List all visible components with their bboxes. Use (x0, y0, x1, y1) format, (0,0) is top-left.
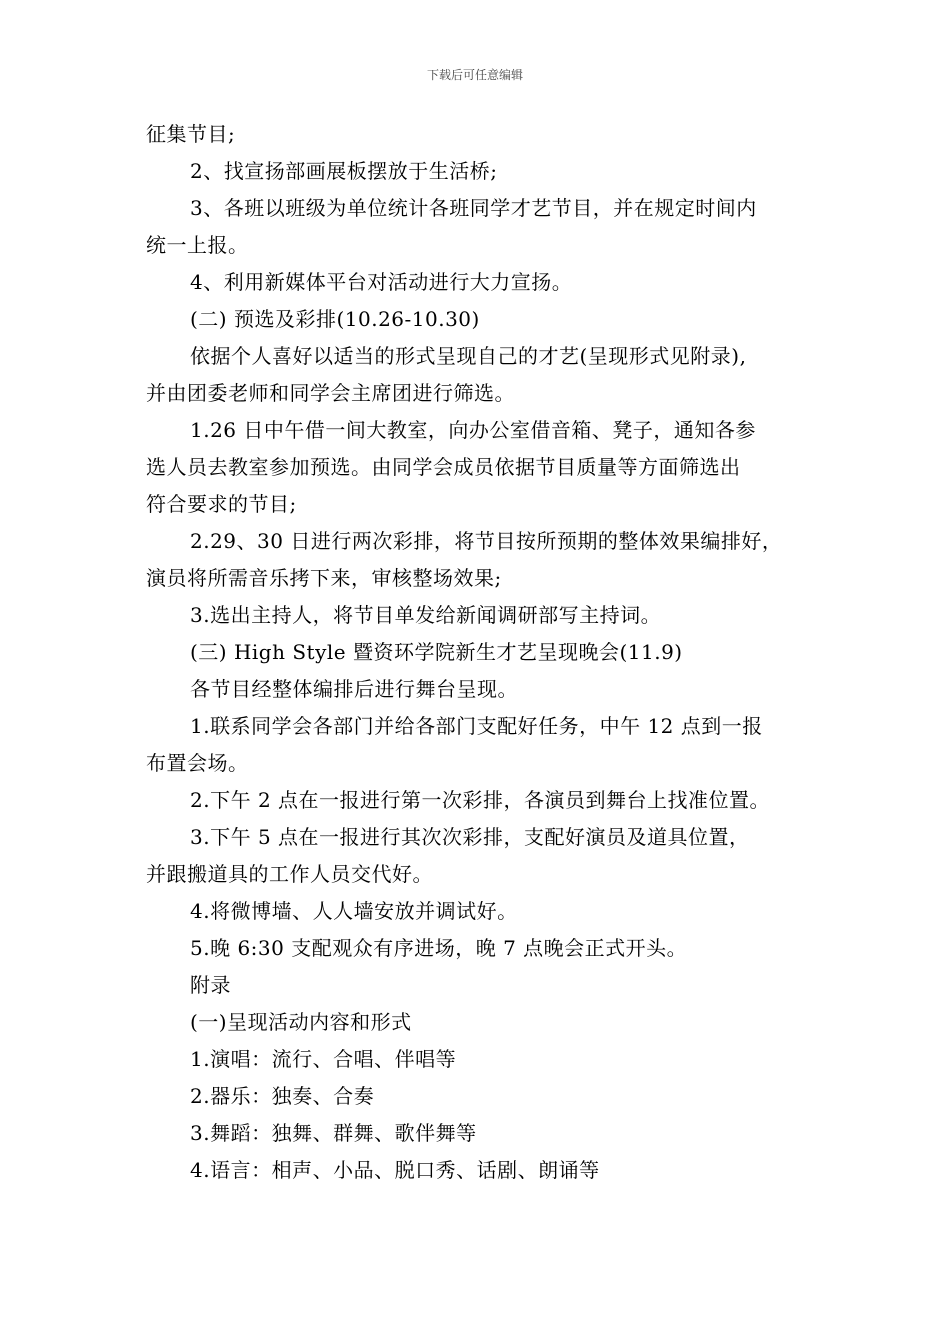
paragraph-line: 各节目经整体编排后进行舞台呈现。 (190, 677, 518, 701)
page-header: 下载后可任意编辑 (426, 68, 523, 82)
paragraph-line: 1.26 日中午借一间大教室，向办公室借音箱、凳子，通知各参 (190, 418, 756, 442)
paragraph-line: 并由团委老师和同学会主席团进行筛选。 (146, 381, 515, 405)
paragraph-line: 3.下午 5 点在一报进行其次次彩排，支配好演员及道具位置， (190, 825, 750, 849)
paragraph-line: 4、利用新媒体平台对活动进行大力宣扬。 (190, 270, 573, 294)
paragraph-line: 选人员去教室参加预选。由同学会成员依据节目质量等方面筛选出 (146, 455, 741, 479)
paragraph-line: 2、找宣扬部画展板摆放于生活桥; (190, 159, 498, 183)
paragraph-line: 附录 (190, 973, 231, 997)
paragraph-line: 4.将微博墙、人人墙安放并调试好。 (190, 899, 518, 923)
paragraph-line: 统一上报。 (146, 233, 249, 257)
paragraph-line: 征集节目; (146, 122, 236, 146)
paragraph-line: 3.选出主持人，将节目单发给新闻调研部写主持词。 (190, 603, 662, 627)
paragraph-line: 2.29、30 日进行两次彩排，将节目按所预期的整体效果编排好， (190, 529, 783, 553)
paragraph-line: (三) High Style 暨资环学院新生才艺呈现晚会(11.9) (190, 640, 683, 664)
paragraph-line: 2.器乐：独奏、合奏 (190, 1084, 375, 1108)
paragraph-line: 3.舞蹈：独舞、群舞、歌伴舞等 (190, 1121, 477, 1145)
paragraph-line: (一)呈现活动内容和形式 (190, 1010, 412, 1034)
paragraph-line: 1.联系同学会各部门并给各部门支配好任务，中午 12 点到一报 (190, 714, 763, 738)
paragraph-line: 2.下午 2 点在一报进行第一次彩排，各演员到舞台上找准位置。 (190, 788, 771, 812)
paragraph-line: 4.语言：相声、小品、脱口秀、话剧、朗诵等 (190, 1158, 600, 1182)
paragraph-line: 5.晚 6:30 支配观众有序进场，晚 7 点晚会正式开头。 (190, 936, 688, 960)
paragraph-line: 3、各班以班级为单位统计各班同学才艺节目，并在规定时间内 (190, 196, 757, 220)
paragraph-line: 演员将所需音乐拷下来，审核整场效果; (146, 566, 502, 590)
paragraph-line: 1.演唱：流行、合唱、伴唱等 (190, 1047, 457, 1071)
document-body (146, 116, 810, 1189)
paragraph-line: (二) 预选及彩排(10.26-10.30) (190, 307, 480, 331)
paragraph-line: 符合要求的节目; (146, 492, 297, 516)
paragraph-line: 布置会场。 (146, 751, 249, 775)
paragraph-line: 并跟搬道具的工作人员交代好。 (146, 862, 433, 886)
paragraph-line: 依据个人喜好以适当的形式呈现自己的才艺(呈现形式见附录), (190, 344, 747, 368)
